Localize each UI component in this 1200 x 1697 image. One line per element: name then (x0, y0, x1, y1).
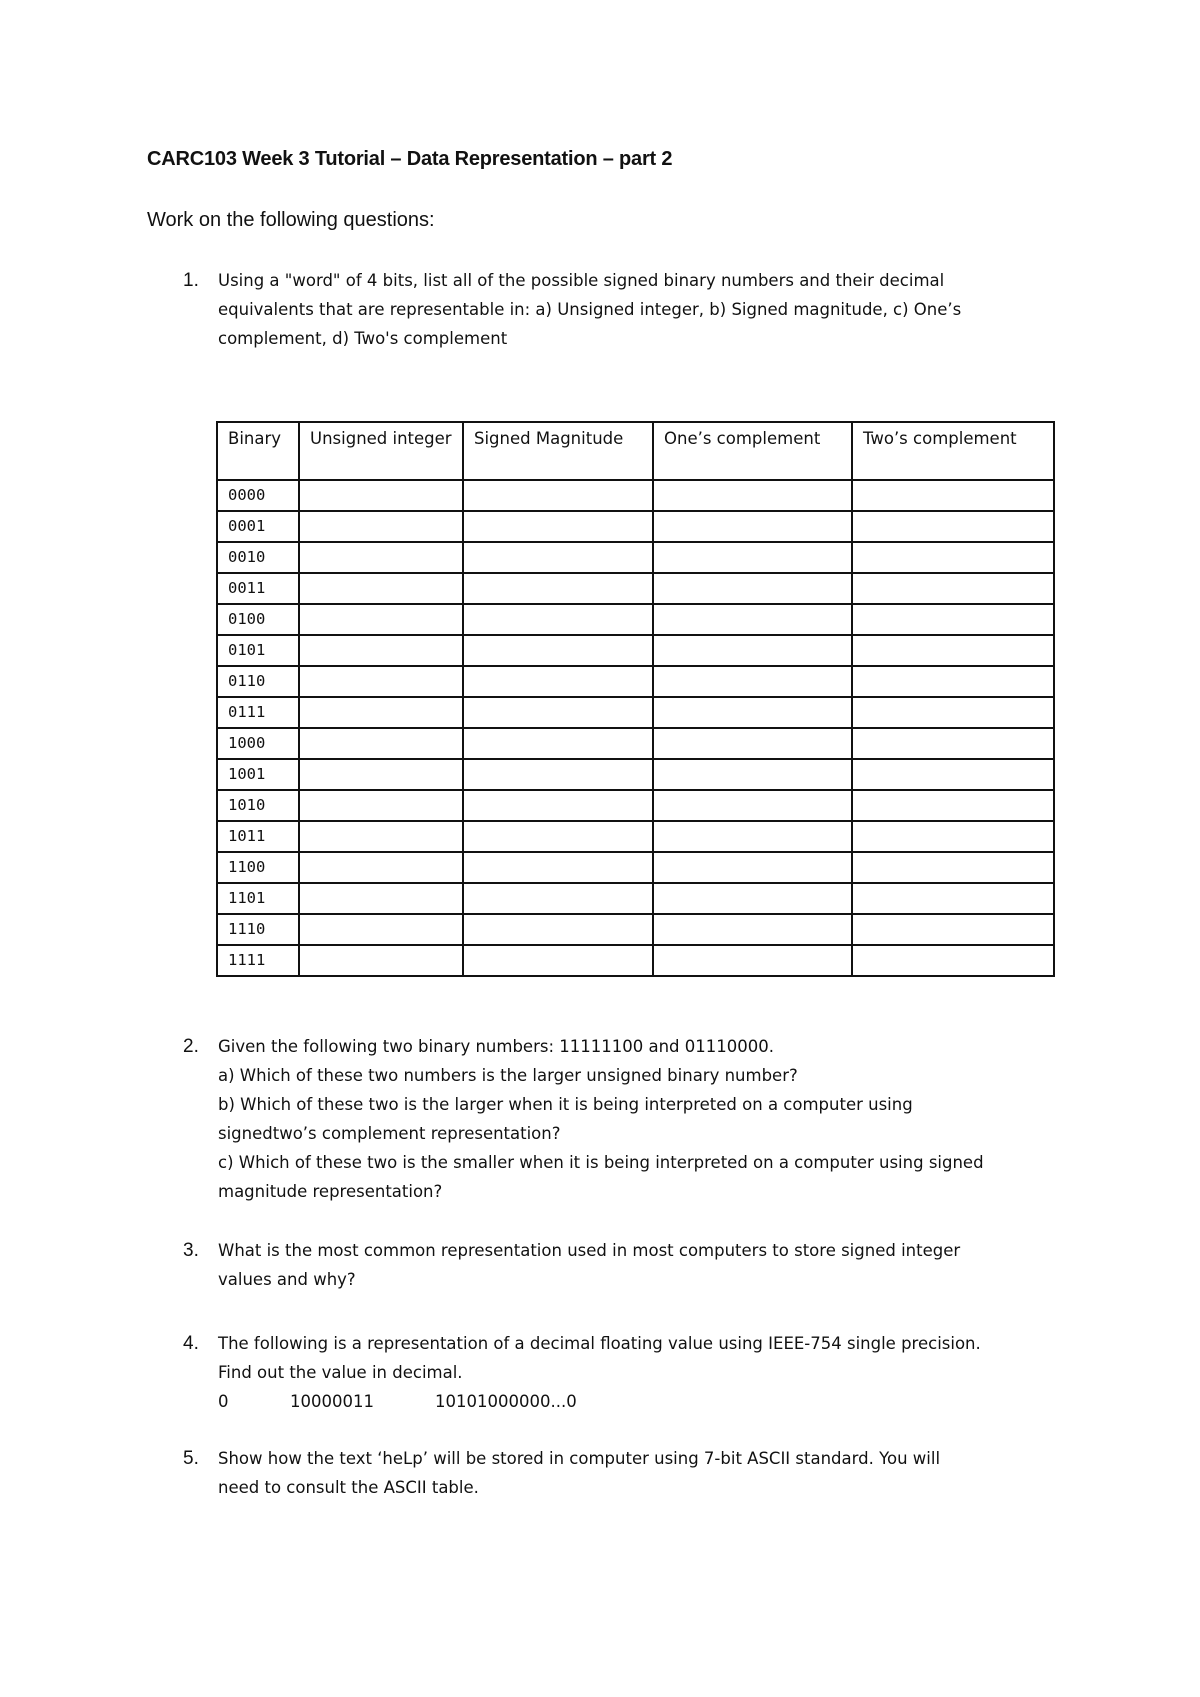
question-line: need to consult the ASCII table. (218, 1478, 479, 1497)
signed-magnitude-cell[interactable] (463, 511, 653, 542)
binary-cell: 0001 (217, 511, 299, 542)
question-number: 2. (183, 1036, 199, 1057)
table-row (217, 480, 1054, 511)
unsigned-cell[interactable] (299, 697, 463, 728)
question-line: Given the following two binary numbers: 11111100 and 01110000. (218, 1037, 774, 1056)
binary-cell: 1010 (217, 790, 299, 821)
table-body (217, 480, 1054, 976)
unsigned-cell[interactable] (299, 542, 463, 573)
question-line: What is the most common representation used in most computers to store signed integer (218, 1241, 961, 1260)
unsigned-cell[interactable] (299, 511, 463, 542)
twos-complement-cell[interactable] (852, 635, 1054, 666)
unsigned-cell[interactable] (299, 759, 463, 790)
sign-bit: 0 (218, 1392, 229, 1411)
binary-cell: 1111 (217, 945, 299, 976)
binary-cell: 0010 (217, 542, 299, 573)
question-number: 1. (183, 270, 199, 291)
ones-complement-cell[interactable] (653, 759, 852, 790)
ones-complement-cell[interactable] (653, 883, 852, 914)
ones-complement-cell[interactable] (653, 511, 852, 542)
column-header-unsigned: Unsigned integer (299, 422, 463, 480)
signed-magnitude-cell[interactable] (463, 852, 653, 883)
question-line: b) Which of these two is the larger when it is being interpreted on a computer using (218, 1095, 913, 1114)
unsigned-cell[interactable] (299, 604, 463, 635)
twos-complement-cell[interactable] (852, 697, 1054, 728)
twos-complement-cell[interactable] (852, 604, 1054, 635)
question-line: a) Which of these two numbers is the larger unsigned binary number? (218, 1066, 798, 1085)
unsigned-cell[interactable] (299, 883, 463, 914)
unsigned-cell[interactable] (299, 790, 463, 821)
unsigned-cell[interactable] (299, 914, 463, 945)
table-header-row (217, 422, 1054, 480)
signed-magnitude-cell[interactable] (463, 635, 653, 666)
question-5 (183, 1444, 1083, 1502)
unsigned-cell[interactable] (299, 666, 463, 697)
twos-complement-cell[interactable] (852, 666, 1054, 697)
signed-magnitude-cell[interactable] (463, 790, 653, 821)
question-number: 4. (183, 1333, 199, 1354)
unsigned-cell[interactable] (299, 728, 463, 759)
twos-complement-cell[interactable] (852, 883, 1054, 914)
twos-complement-cell[interactable] (852, 852, 1054, 883)
signed-magnitude-cell[interactable] (463, 883, 653, 914)
twos-complement-cell[interactable] (852, 790, 1054, 821)
signed-magnitude-cell[interactable] (463, 697, 653, 728)
binary-cell: 1001 (217, 759, 299, 790)
signed-magnitude-cell[interactable] (463, 542, 653, 573)
ones-complement-cell[interactable] (653, 635, 852, 666)
page-title: CARC103 Week 3 Tutorial – Data Representation – part 2 (147, 148, 673, 170)
question-1 (183, 266, 1083, 353)
question-2 (183, 1032, 1083, 1206)
table-row (217, 883, 1054, 914)
question-line: Find out the value in decimal. (218, 1363, 463, 1382)
table-row (217, 511, 1054, 542)
ones-complement-cell[interactable] (653, 666, 852, 697)
ones-complement-cell[interactable] (653, 728, 852, 759)
question-line: values and why? (218, 1270, 356, 1289)
table-row (217, 697, 1054, 728)
table-row (217, 790, 1054, 821)
signed-magnitude-cell[interactable] (463, 914, 653, 945)
question-line: c) Which of these two is the smaller when it is being interpreted on a computer using signed (218, 1153, 984, 1172)
signed-magnitude-cell[interactable] (463, 821, 653, 852)
binary-cell: 0101 (217, 635, 299, 666)
representation-table (216, 421, 1055, 977)
signed-magnitude-cell[interactable] (463, 666, 653, 697)
ones-complement-cell[interactable] (653, 542, 852, 573)
question-line: equivalents that are representable in: a) Unsigned integer, b) Signed magnitude, c) One’s (218, 300, 962, 319)
question-line: The following is a representation of a decimal floating value using IEEE-754 single precision. (218, 1334, 981, 1353)
twos-complement-cell[interactable] (852, 914, 1054, 945)
binary-cell: 0100 (217, 604, 299, 635)
ones-complement-cell[interactable] (653, 790, 852, 821)
binary-cell: 0011 (217, 573, 299, 604)
question-line: Show how the text ‘heLp’ will be stored in computer using 7-bit ASCII standard. You will (218, 1449, 941, 1468)
twos-complement-cell[interactable] (852, 511, 1054, 542)
table-row (217, 542, 1054, 573)
binary-cell: 0110 (217, 666, 299, 697)
table-row (217, 666, 1054, 697)
binary-cell: 1011 (217, 821, 299, 852)
unsigned-cell[interactable] (299, 635, 463, 666)
table-row (217, 945, 1054, 976)
twos-complement-cell[interactable] (852, 759, 1054, 790)
unsigned-cell[interactable] (299, 573, 463, 604)
twos-complement-cell[interactable] (852, 821, 1054, 852)
signed-magnitude-cell[interactable] (463, 945, 653, 976)
signed-magnitude-cell[interactable] (463, 573, 653, 604)
column-header-twos-complement: Two’s complement (852, 422, 1054, 480)
table-row (217, 821, 1054, 852)
binary-cell: 1100 (217, 852, 299, 883)
table-row (217, 573, 1054, 604)
unsigned-cell[interactable] (299, 945, 463, 976)
exponent-bits: 10000011 (290, 1392, 374, 1411)
column-header-signed-magnitude: Signed Magnitude (463, 422, 653, 480)
table-row (217, 759, 1054, 790)
binary-cell: 1110 (217, 914, 299, 945)
question-line: complement, d) Two's complement (218, 329, 508, 348)
binary-cell: 1101 (217, 883, 299, 914)
ones-complement-cell[interactable] (653, 480, 852, 511)
ones-complement-cell[interactable] (653, 821, 852, 852)
table-row (217, 852, 1054, 883)
twos-complement-cell[interactable] (852, 542, 1054, 573)
question-line: Using a "word" of 4 bits, list all of the possible signed binary numbers and their decimal (218, 271, 945, 290)
question-line: magnitude representation? (218, 1182, 443, 1201)
unsigned-cell[interactable] (299, 480, 463, 511)
column-header-binary: Binary (217, 422, 299, 480)
signed-magnitude-cell[interactable] (463, 480, 653, 511)
column-header-ones-complement: One’s complement (653, 422, 852, 480)
question-4 (183, 1329, 1083, 1416)
ones-complement-cell[interactable] (653, 697, 852, 728)
signed-magnitude-cell[interactable] (463, 728, 653, 759)
ieee754-bits (218, 1387, 1083, 1416)
ones-complement-cell[interactable] (653, 914, 852, 945)
question-number: 5. (183, 1448, 199, 1469)
ones-complement-cell[interactable] (653, 945, 852, 976)
ones-complement-cell[interactable] (653, 573, 852, 604)
twos-complement-cell[interactable] (852, 945, 1054, 976)
twos-complement-cell[interactable] (852, 728, 1054, 759)
ones-complement-cell[interactable] (653, 604, 852, 635)
binary-cell: 0000 (217, 480, 299, 511)
table-row (217, 604, 1054, 635)
ones-complement-cell[interactable] (653, 852, 852, 883)
unsigned-cell[interactable] (299, 852, 463, 883)
twos-complement-cell[interactable] (852, 480, 1054, 511)
question-number: 3. (183, 1240, 199, 1261)
question-line: signedtwo’s complement representation? (218, 1124, 561, 1143)
binary-cell: 1000 (217, 728, 299, 759)
binary-cell: 0111 (217, 697, 299, 728)
intro-text: Work on the following questions: (147, 209, 435, 231)
twos-complement-cell[interactable] (852, 573, 1054, 604)
table-row (217, 635, 1054, 666)
signed-magnitude-cell[interactable] (463, 604, 653, 635)
table-row (217, 914, 1054, 945)
mantissa-bits: 10101000000...0 (435, 1392, 577, 1411)
table-row (217, 728, 1054, 759)
question-3 (183, 1236, 1083, 1294)
unsigned-cell[interactable] (299, 821, 463, 852)
signed-magnitude-cell[interactable] (463, 759, 653, 790)
